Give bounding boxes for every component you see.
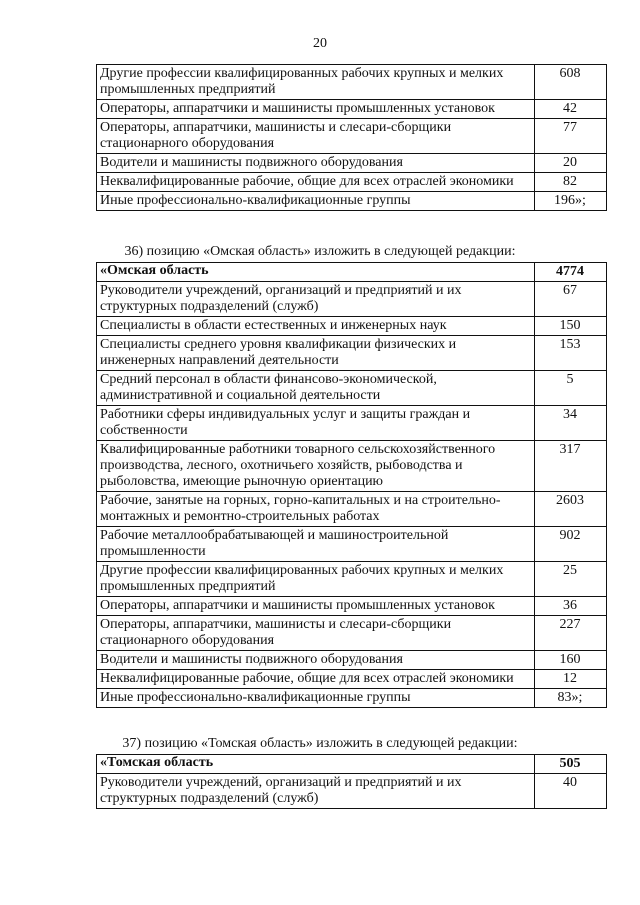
occupation-value: 77 (535, 119, 607, 154)
occupation-name: Другие профессии квалифицированных рабочих крупных и мелких промышленных предприятий (97, 562, 535, 597)
occupation-name: Специалисты среднего уровня квалификации физических и инженерных направлений деятельности (97, 336, 535, 371)
table-row (97, 597, 607, 616)
occupation-value: 12 (535, 670, 607, 689)
region-total: 505 (535, 755, 607, 774)
occupation-value: 83»; (535, 689, 607, 708)
paragraph-37: 37) позицию «Томская область» изложить в следующей редакции: (122, 736, 518, 751)
table-row (97, 65, 607, 100)
table-header-row (97, 755, 607, 774)
occupation-name: Руководители учреждений, организаций и предприятий и их структурных подразделений (служб) (97, 774, 535, 809)
occupation-value: 5 (535, 371, 607, 406)
page-number: 20 (313, 36, 327, 51)
occupation-value: 40 (535, 774, 607, 809)
occupation-value: 42 (535, 100, 607, 119)
occupation-value: 25 (535, 562, 607, 597)
occupation-value: 608 (535, 65, 607, 100)
occupation-value: 160 (535, 651, 607, 670)
region-total: 4774 (535, 263, 607, 282)
table-row (97, 192, 607, 211)
occupation-name: Операторы, аппаратчики, машинисты и слесари-сборщики стационарного оборудования (97, 616, 535, 651)
table-row (97, 441, 607, 492)
occupation-value: 36 (535, 597, 607, 616)
table-row (97, 100, 607, 119)
table-row (97, 406, 607, 441)
occupation-name: Специалисты в области естественных и инженерных наук (97, 317, 535, 336)
table-row (97, 119, 607, 154)
occupation-value: 317 (535, 441, 607, 492)
occupation-value: 227 (535, 616, 607, 651)
occupation-name: Руководители учреждений, организаций и предприятий и их структурных подразделений (служб) (97, 282, 535, 317)
occupation-value: 34 (535, 406, 607, 441)
occupation-name: Операторы, аппаратчики и машинисты промышленных установок (97, 597, 535, 616)
table-row (97, 562, 607, 597)
region-name: «Омская область (97, 263, 535, 282)
occupation-name: Водители и машинисты подвижного оборудования (97, 651, 535, 670)
occupation-name: Неквалифицированные рабочие, общие для всех отраслей экономики (97, 173, 535, 192)
occupation-name: Операторы, аппаратчики, машинисты и слесари-сборщики стационарного оборудования (97, 119, 535, 154)
table-row (97, 336, 607, 371)
table-row (97, 154, 607, 173)
occupation-value: 2603 (535, 492, 607, 527)
region-name: «Томская область (97, 755, 535, 774)
occupation-value: 196»; (535, 192, 607, 211)
table-row (97, 651, 607, 670)
table-header-row (97, 263, 607, 282)
table-row (97, 774, 607, 809)
table-row (97, 371, 607, 406)
occupation-value: 150 (535, 317, 607, 336)
occupation-name: Средний персонал в области финансово-экономической, административной и социальной деятельности (97, 371, 535, 406)
table-row (97, 616, 607, 651)
table-row (97, 689, 607, 708)
occupation-value: 20 (535, 154, 607, 173)
occupations-table-continued (96, 64, 607, 211)
occupation-value: 82 (535, 173, 607, 192)
table-row (97, 492, 607, 527)
occupation-name: Рабочие, занятые на горных, горно-капитальных и на строительно-монтажных и ремонтно-строительных работах (97, 492, 535, 527)
occupation-name: Операторы, аппаратчики и машинисты промышленных установок (97, 100, 535, 119)
occupation-name: Водители и машинисты подвижного оборудования (97, 154, 535, 173)
occupation-name: Работники сферы индивидуальных услуг и защиты граждан и собственности (97, 406, 535, 441)
omsk-region-table (96, 262, 607, 708)
tomsk-region-table (96, 754, 607, 809)
occupation-name: Иные профессионально-квалификационные группы (97, 689, 535, 708)
occupation-name: Другие профессии квалифицированных рабочих крупных и мелких промышленных предприятий (97, 65, 535, 100)
table-row (97, 282, 607, 317)
occupation-name: Квалифицированные работники товарного сельскохозяйственного производства, лесного, охотничьего хозяйств, рыбоводства и рыболовства, имеющие рыночную ориентацию (97, 441, 535, 492)
table-row (97, 670, 607, 689)
table-row (97, 317, 607, 336)
occupation-value: 153 (535, 336, 607, 371)
paragraph-36: 36) позицию «Омская область» изложить в следующей редакции: (124, 244, 516, 259)
occupation-name: Иные профессионально-квалификационные группы (97, 192, 535, 211)
table-row (97, 173, 607, 192)
occupation-value: 902 (535, 527, 607, 562)
occupation-value: 67 (535, 282, 607, 317)
table-row (97, 527, 607, 562)
occupation-name: Рабочие металлообрабатывающей и машиностроительной промышленности (97, 527, 535, 562)
occupation-name: Неквалифицированные рабочие, общие для всех отраслей экономики (97, 670, 535, 689)
